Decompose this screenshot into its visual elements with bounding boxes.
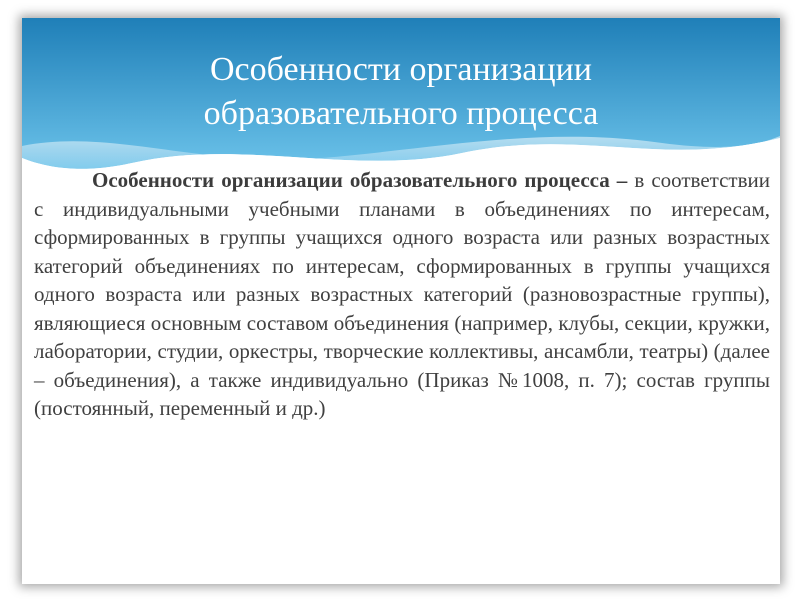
slide [22, 18, 780, 584]
title-line-1: Особенности организации [209, 51, 592, 88]
title-line-2: образовательного процесса [203, 95, 599, 132]
slide-title [22, 48, 780, 136]
lead-term: Особенности организации образовательного процесса – [92, 168, 628, 192]
body-text: в соответствии с индивидуальными учебными планами в объединениях по интересам, сформированных в группы учащихся одного возраста или разных возрастных категорий объединениях по интересам, сформированных в группы учащихся одного возраста или разных возрастных категорий (разновозрастные группы), являющиеся основным составом объединения (например, клубы, секции, кружки, лаборатории, студии, оркестры, творческие коллективы, ансамбли, театры) (далее – объединения), а также индивидуально (Приказ №1008, п. 7); состав группы (постоянный, переменный и др.) [34, 168, 770, 420]
body-paragraph [34, 166, 770, 423]
